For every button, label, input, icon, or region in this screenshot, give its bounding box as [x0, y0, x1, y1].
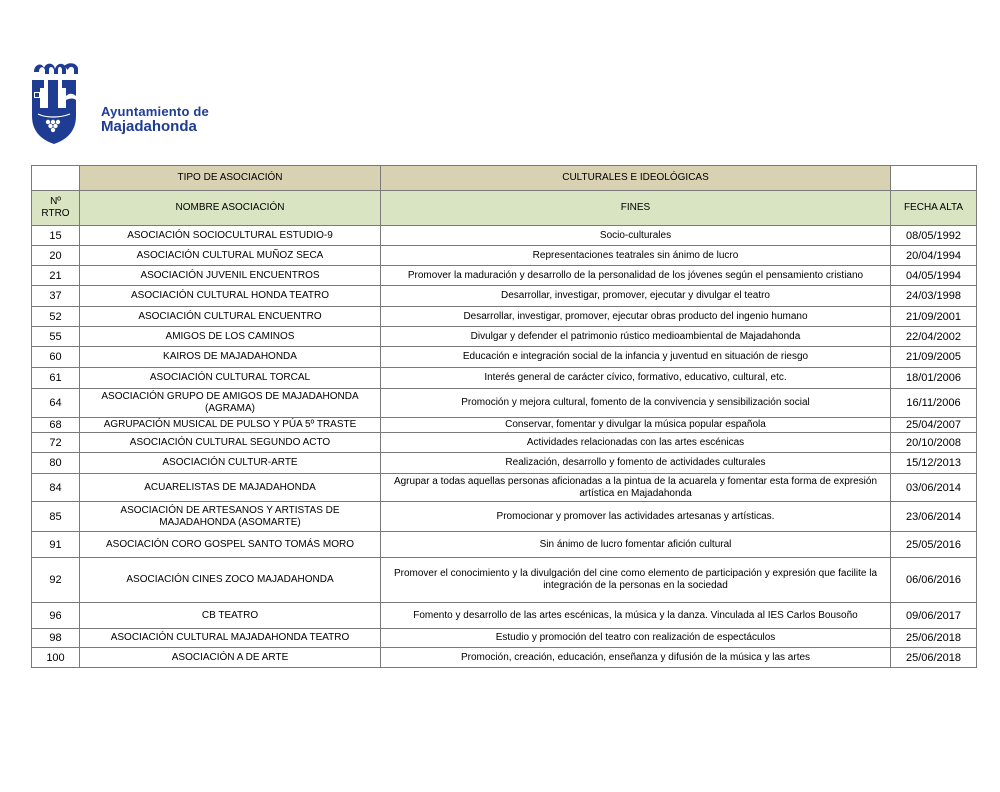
row-number: 68 — [32, 418, 80, 433]
row-date: 21/09/2005 — [891, 347, 977, 368]
row-purpose: Desarrollar, investigar, promover, ejecutar obras producto del ingenio humano — [381, 307, 891, 327]
row-purpose: Desarrollar, investigar, promover, ejecutar y divulgar el teatro — [381, 286, 891, 307]
row-name: ASOCIACIÓN CULTURAL TORCAL — [80, 368, 381, 389]
row-purpose: Sin ánimo de lucro fomentar afición cultural — [381, 532, 891, 558]
row-number: 72 — [32, 433, 80, 453]
row-purpose: Representaciones teatrales sin ánimo de lucro — [381, 246, 891, 266]
row-name: ASOCIACIÓN SOCIOCULTURAL ESTUDIO-9 — [80, 226, 381, 246]
row-date: 16/11/2006 — [891, 389, 977, 418]
row-number: 92 — [32, 558, 80, 603]
row-date: 25/05/2016 — [891, 532, 977, 558]
row-number: 20 — [32, 246, 80, 266]
row-date: 25/04/2007 — [891, 418, 977, 433]
row-name: ASOCIACIÓN CORO GOSPEL SANTO TOMÁS MORO — [80, 532, 381, 558]
header-date: FECHA ALTA — [891, 191, 977, 226]
row-date: 22/04/2002 — [891, 327, 977, 347]
row-date: 15/12/2013 — [891, 453, 977, 474]
row-name: KAIROS DE MAJADAHONDA — [80, 347, 381, 368]
logo-line1: Ayuntamiento de — [101, 104, 209, 119]
majadahonda-logo — [28, 58, 228, 148]
type-value: CULTURALES E IDEOLÓGICAS — [381, 166, 891, 191]
row-purpose: Promocionar y promover las actividades artesanas y artísticas. — [381, 502, 891, 532]
header-num: Nº RTRO — [32, 191, 80, 226]
row-number: 100 — [32, 648, 80, 668]
row-date: 03/06/2014 — [891, 474, 977, 502]
table-row — [32, 226, 977, 246]
row-name: ASOCIACIÓN CULTUR-ARTE — [80, 453, 381, 474]
table-row — [32, 558, 977, 603]
row-date: 20/04/1994 — [891, 246, 977, 266]
row-name: ASOCIACIÓN DE ARTESANOS Y ARTISTAS DE MAJADAHONDA (ASOMARTE) — [80, 502, 381, 532]
table-row — [32, 603, 977, 629]
row-purpose: Educación e integración social de la infancia y juventud en situación de riesgo — [381, 347, 891, 368]
row-name: AMIGOS DE LOS CAMINOS — [80, 327, 381, 347]
type-row-blank-left — [32, 166, 80, 191]
table-row — [32, 502, 977, 532]
table-row — [32, 389, 977, 418]
row-date: 24/03/1998 — [891, 286, 977, 307]
table-row — [32, 433, 977, 453]
row-number: 91 — [32, 532, 80, 558]
row-name: ACUARELISTAS DE MAJADAHONDA — [80, 474, 381, 502]
row-number: 96 — [32, 603, 80, 629]
coat-of-arms-icon — [28, 58, 88, 146]
row-number: 60 — [32, 347, 80, 368]
table-row — [32, 368, 977, 389]
row-purpose: Promover el conocimiento y la divulgación del cine como elemento de participación y expresión que facilite la integración de la personas en la sociedad — [381, 558, 891, 603]
row-purpose: Socio-culturales — [381, 226, 891, 246]
row-date: 20/10/2008 — [891, 433, 977, 453]
header-row — [32, 191, 977, 226]
row-purpose: Agrupar a todas aquellas personas aficionadas a la pintua de la acuarela y fomentar esta forma de expresión artística en Majadahonda — [381, 474, 891, 502]
type-row — [32, 166, 977, 191]
row-purpose: Realización, desarrollo y fomento de actividades culturales — [381, 453, 891, 474]
table-row — [32, 286, 977, 307]
table-body — [32, 226, 977, 668]
row-purpose: Promoción y mejora cultural, fomento de la convivencia y sensibilización social — [381, 389, 891, 418]
row-purpose: Estudio y promoción del teatro con realización de espectáculos — [381, 629, 891, 648]
row-number: 84 — [32, 474, 80, 502]
logo-line2: Majadahonda — [101, 118, 197, 135]
table-row — [32, 307, 977, 327]
table-row — [32, 629, 977, 648]
row-name: ASOCIACIÓN GRUPO DE AMIGOS DE MAJADAHONDA (AGRAMA) — [80, 389, 381, 418]
row-name: ASOCIACIÓN CULTURAL MAJADAHONDA TEATRO — [80, 629, 381, 648]
table-row — [32, 418, 977, 433]
row-date: 21/09/2001 — [891, 307, 977, 327]
table-row — [32, 474, 977, 502]
table-row — [32, 347, 977, 368]
row-number: 21 — [32, 266, 80, 286]
row-number: 80 — [32, 453, 80, 474]
row-purpose: Fomento y desarrollo de las artes escénicas, la música y la danza. Vinculada al IES Carlos Bousoño — [381, 603, 891, 629]
row-name: ASOCIACIÓN CINES ZOCO MAJADAHONDA — [80, 558, 381, 603]
associations-table — [31, 165, 977, 668]
table-row — [32, 648, 977, 668]
row-date: 09/06/2017 — [891, 603, 977, 629]
type-row-blank-right — [891, 166, 977, 191]
row-name: CB TEATRO — [80, 603, 381, 629]
row-purpose: Promover la maduración y desarrollo de la personalidad de los jóvenes según el pensamiento cristiano — [381, 266, 891, 286]
row-date: 06/06/2016 — [891, 558, 977, 603]
row-purpose: Actividades relacionadas con las artes escénicas — [381, 433, 891, 453]
table-row — [32, 266, 977, 286]
row-number: 55 — [32, 327, 80, 347]
row-purpose: Promoción, creación, educación, enseñanza y difusión de la música y las artes — [381, 648, 891, 668]
row-number: 98 — [32, 629, 80, 648]
row-number: 52 — [32, 307, 80, 327]
row-date: 25/06/2018 — [891, 629, 977, 648]
row-date: 04/05/1994 — [891, 266, 977, 286]
row-name: ASOCIACIÓN A DE ARTE — [80, 648, 381, 668]
row-name: ASOCIACIÓN CULTURAL ENCUENTRO — [80, 307, 381, 327]
table-row — [32, 532, 977, 558]
row-date: 08/05/1992 — [891, 226, 977, 246]
row-purpose: Divulgar y defender el patrimonio rústico medioambiental de Majadahonda — [381, 327, 891, 347]
row-number: 15 — [32, 226, 80, 246]
row-purpose: Interés general de carácter cívico, formativo, educativo, cultural, etc. — [381, 368, 891, 389]
row-date: 18/01/2006 — [891, 368, 977, 389]
header-name: NOMBRE ASOCIACIÓN — [80, 191, 381, 226]
row-date: 25/06/2018 — [891, 648, 977, 668]
row-number: 61 — [32, 368, 80, 389]
header-purpose: FINES — [381, 191, 891, 226]
row-name: ASOCIACIÓN CULTURAL HONDA TEATRO — [80, 286, 381, 307]
table-row — [32, 327, 977, 347]
row-number: 37 — [32, 286, 80, 307]
type-label: TIPO DE ASOCIACIÓN — [80, 166, 381, 191]
row-date: 23/06/2014 — [891, 502, 977, 532]
row-name: ASOCIACIÓN JUVENIL ENCUENTROS — [80, 266, 381, 286]
row-number: 64 — [32, 389, 80, 418]
row-name: ASOCIACIÓN CULTURAL SEGUNDO ACTO — [80, 433, 381, 453]
row-name: ASOCIACIÓN CULTURAL MUÑOZ SECA — [80, 246, 381, 266]
table-row — [32, 246, 977, 266]
table-row — [32, 453, 977, 474]
row-number: 85 — [32, 502, 80, 532]
row-purpose: Conservar, fomentar y divulgar la música popular española — [381, 418, 891, 433]
row-name: AGRUPACIÓN MUSICAL DE PULSO Y PÚA 5º TRASTE — [80, 418, 381, 433]
